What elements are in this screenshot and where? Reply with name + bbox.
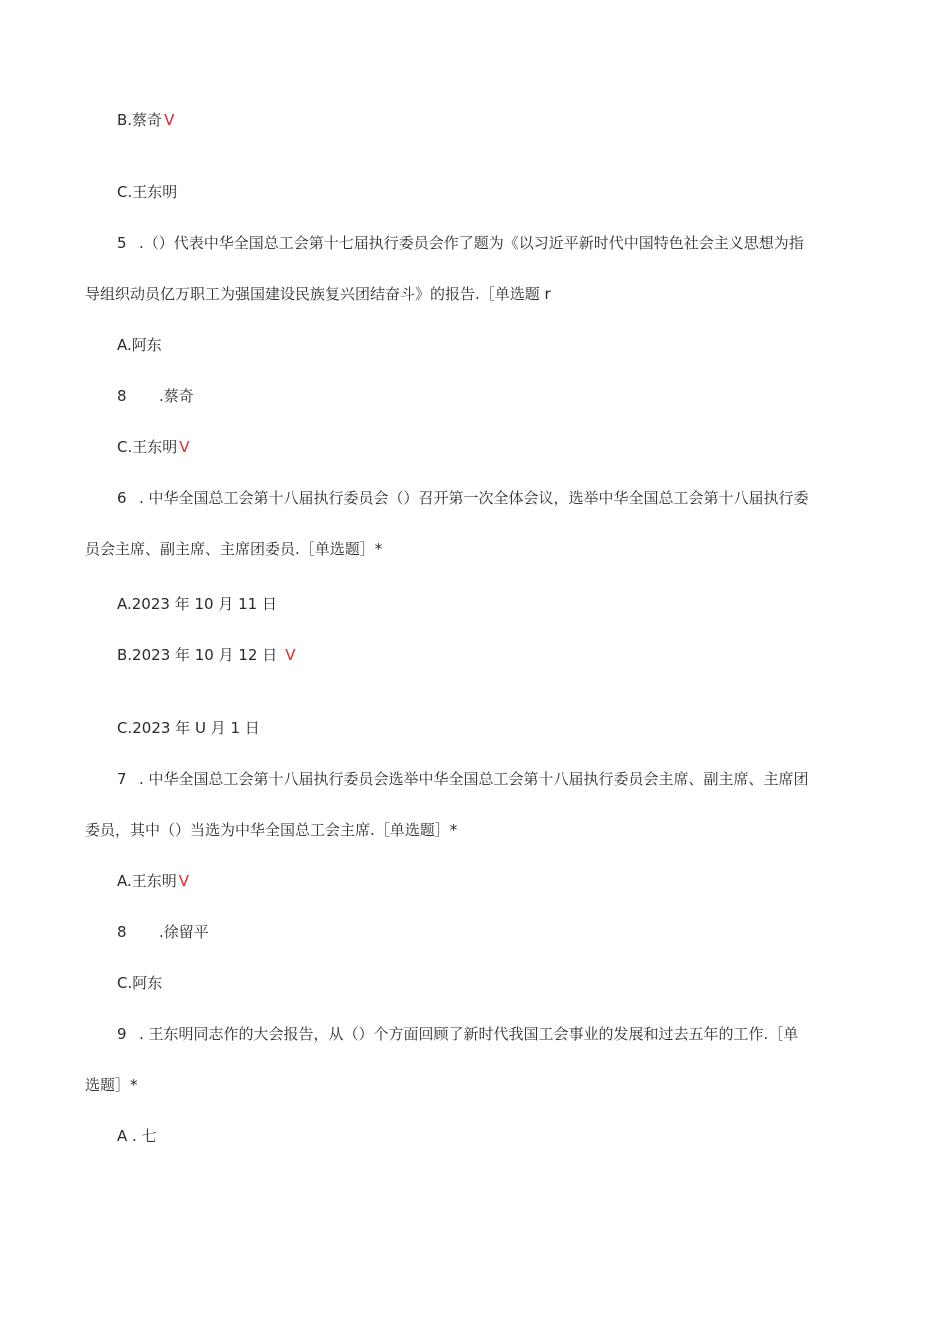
option-text: C.2023 年 U 月 1 日	[117, 719, 260, 737]
question-9-continued	[85, 1075, 138, 1095]
question-text: 委员，其中（）当选为中华全国总工会主席.［单选题］*	[85, 821, 458, 839]
option-b	[117, 922, 209, 942]
question-text: . 中华全国总工会第十八届执行委员会（）召开第一次全体会议，选举中华全国总工会第十八届执行委	[139, 489, 809, 507]
option-text: C.王东明	[117, 438, 178, 456]
question-5	[117, 233, 804, 253]
option-c	[117, 718, 260, 738]
question-9	[117, 1024, 798, 1044]
option-a	[117, 1126, 157, 1146]
question-text: . 中华全国总工会第十八届执行委员会选举中华全国总工会第十八届执行委员会主席、副主席、主席团	[139, 770, 809, 788]
option-text: C.阿东	[117, 974, 163, 992]
option-b	[117, 645, 296, 665]
option-number: 8	[117, 923, 127, 941]
question-7-continued	[85, 820, 457, 840]
option-text: B.2023 年 10 月 12 日	[117, 646, 278, 664]
question-number: 9	[117, 1025, 127, 1043]
option-text: A.2023 年 10 月 11 日	[117, 595, 277, 613]
check-mark: V	[179, 438, 190, 456]
question-number: 7	[117, 770, 127, 788]
option-text: .蔡奇	[159, 387, 194, 405]
option-c	[117, 182, 177, 202]
option-number: 8	[117, 387, 127, 405]
question-text: 员会主席、副主席、主席团委员.［单选题］*	[85, 540, 383, 558]
question-number: 5	[117, 234, 127, 252]
option-text: C.王东明	[117, 183, 178, 201]
option-text: A.王东明	[117, 872, 177, 890]
question-5-continued	[85, 284, 551, 304]
option-b	[117, 110, 174, 130]
question-7	[117, 769, 809, 789]
option-b	[117, 386, 194, 406]
question-text: 选题］*	[85, 1076, 138, 1094]
option-text: A . 七	[117, 1127, 157, 1145]
question-text: . 王东明同志作的大会报告，从（）个方面回顾了新时代我国工会事业的发展和过去五年的工作.［单	[139, 1025, 799, 1043]
option-c	[117, 973, 162, 993]
question-6	[117, 488, 809, 508]
question-text: 导组织动员亿万职工为强国建设民族复兴团结奋斗》的报告.［单选题 r	[85, 285, 551, 303]
option-text: .徐留平	[159, 923, 209, 941]
question-text: .（）代表中华全国总工会第十七届执行委员会作了题为《以习近平新时代中国特色社会主义思想为指	[139, 234, 804, 252]
option-text: A.阿东	[117, 336, 162, 354]
check-mark: V	[285, 646, 296, 664]
option-text: B.蔡奇	[117, 111, 163, 129]
option-a	[117, 335, 162, 355]
question-number: 6	[117, 489, 127, 507]
question-6-continued	[85, 539, 382, 559]
option-c	[117, 437, 190, 457]
option-a	[117, 594, 277, 614]
check-mark: V	[164, 111, 175, 129]
check-mark: V	[178, 872, 190, 890]
option-a	[117, 871, 189, 891]
